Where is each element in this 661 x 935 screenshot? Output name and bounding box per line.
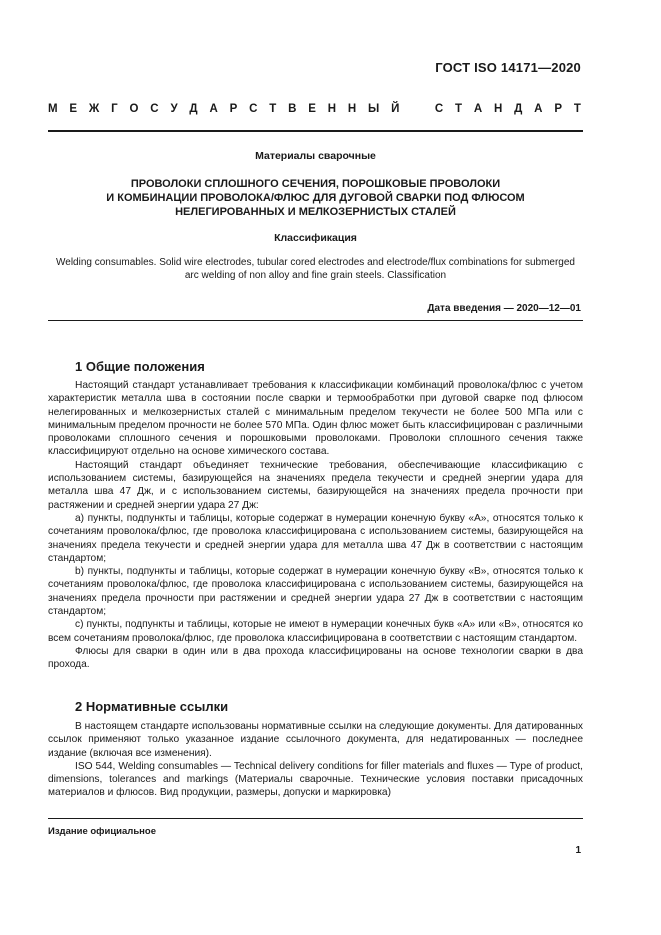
paragraph: Флюсы для сварки в один или в два прохода классифицированы на основе технологии сварки в два прохода. xyxy=(48,645,583,671)
banner-letter: Ж xyxy=(88,103,100,115)
banner-letter: Д xyxy=(514,103,523,115)
footer-rule xyxy=(48,818,583,819)
banner-letter: Р xyxy=(554,103,562,115)
banner-letter: С xyxy=(434,103,444,115)
banner-letter: Н xyxy=(327,103,337,115)
classification-subtitle: Классификация xyxy=(274,232,357,244)
paragraph: Настоящий стандарт устанавливает требования к классификации комбинаций проволока/флюс с учетом характеристик металла шва в состоянии после сварки и термообработки при дуговой сварке под флюсом нелегированных и мелкозернистых сталей с минимальным пределом текучести не более 500 МПа или с минимальным пределом прочности не более 570 МПа. Один флюс может быть классифицирован с различными проволоками сплошного сечения и порошковыми проволоками. Проволоки сплошного сечения также классифицируют отдельно на основе химического состава. xyxy=(48,380,583,458)
banner-letter: С xyxy=(249,103,258,115)
list-item-a: a) пункты, подпункты и таблицы, которые содержат в нумерации конечную букву «А», относятся только к сочетаниям проволока/флюс, где проволока классифицирована с использованием системы, базирующейся на значениях предела текучести и средней энергии удара для металла шва 47 Дж в соответствии с настоящим стандартом; xyxy=(48,512,583,564)
banner-letter: У xyxy=(170,103,178,115)
banner-letter: Н xyxy=(347,103,357,115)
section-2-heading: 2 Нормативные ссылки xyxy=(75,699,229,714)
document-title xyxy=(40,177,591,219)
banner-letter: Г xyxy=(111,103,118,115)
section-2-body xyxy=(48,720,583,800)
banner-letter: О xyxy=(129,103,139,115)
banner-letter: Т xyxy=(455,103,463,115)
banner-letter: С xyxy=(150,103,159,115)
banner-letter: Е xyxy=(308,103,316,115)
paragraph: Настоящий стандарт объединяет технические требования, обеспечивающие классификацию с использованием системы, базирующейся на значениях предела текучести и средней энергии удара для металла шва 47 Дж, и с использованием системы, базирующейся на значениях предела прочности при растяжении и средней энергии удара 27 Дж: xyxy=(48,459,583,511)
section-1-body xyxy=(48,379,583,672)
introduction-date: Дата введения — 2020—12—01 xyxy=(427,303,581,314)
gost-number: ГОСТ ISO 14171—2020 xyxy=(435,60,581,75)
banner-letter: Н xyxy=(494,103,503,115)
banner-letter: А xyxy=(534,103,543,115)
title-rule xyxy=(48,320,583,321)
official-edition-label: Издание официальное xyxy=(48,826,156,837)
banner-letter: Е xyxy=(69,103,78,115)
paragraph: В настоящем стандарте использованы нормативные ссылки на следующие документы. Для датированных ссылок применяют только указанное издание ссылочного документа, для недатированных — последнее издание (включая все изменения). xyxy=(48,721,583,759)
banner-letter: Р xyxy=(229,103,238,115)
title-line: И КОМБИНАЦИИ ПРОВОЛОКА/ФЛЮС ДЛЯ ДУГОВОЙ СВАРКИ ПОД ФЛЮСОМ xyxy=(106,192,525,204)
section-1-heading: 1 Общие положения xyxy=(75,359,205,374)
header-rule xyxy=(48,130,583,132)
banner-letter: В xyxy=(288,103,297,115)
banner-letter: Ы xyxy=(368,103,380,115)
banner-letter: А xyxy=(209,103,218,115)
list-item-c: c) пункты, подпункты и таблицы, которые не имеют в нумерации конечных букв «А» или «В», относятся ко всем сочетаниям проволока/флюс, где проволока классифицирована в соответствии с настоящим стандартом. xyxy=(48,619,583,644)
interstate-standard-banner xyxy=(48,103,581,115)
banner-letter: А xyxy=(473,103,483,115)
english-title-line: arc welding of non alloy and fine grain steels. Classification xyxy=(184,270,447,281)
banner-letter: Й xyxy=(391,103,400,115)
title-line: ПРОВОЛОКИ СПЛОШНОГО СЕЧЕНИЯ, ПОРОШКОВЫЕ ПРОВОЛОКИ xyxy=(130,178,501,190)
banner-letter: М xyxy=(48,103,58,115)
reference-item: ISO 544, Welding consumables — Technical delivery conditions for filler materials and fluxes — Type of product, dimensions, tolerances and markings (Материалы сварочные. Технические условия поставки присадочных материалов и флюсов. Вид продукции, размеры, допуски и маркировка) xyxy=(48,760,583,799)
banner-letter: Т xyxy=(269,103,277,115)
title-line: НЕЛЕГИРОВАННЫХ И МЕЛКОЗЕРНИСТЫХ СТАЛЕЙ xyxy=(175,206,456,218)
banner-letter: Д xyxy=(189,103,198,115)
list-item-b: b) пункты, подпункты и таблицы, которые содержат в нумерации конечную букву «В», относятся только к сочетаниям проволока/флюс, где проволока классифицирована с использованием системы, базирующейся на значениях предела прочности при растяжении и средней энергии удара 27 Дж в соответствии с настоящим стандартом; xyxy=(48,566,583,618)
english-title-line: Welding consumables. Solid wire electrodes, tubular cored electrodes and electrode/flux combinations for submerged xyxy=(56,257,575,268)
banner-letter: Т xyxy=(573,103,581,115)
subject-line: Материалы сварочные xyxy=(255,150,376,162)
page-number: 1 xyxy=(575,845,581,856)
english-title xyxy=(30,256,601,282)
